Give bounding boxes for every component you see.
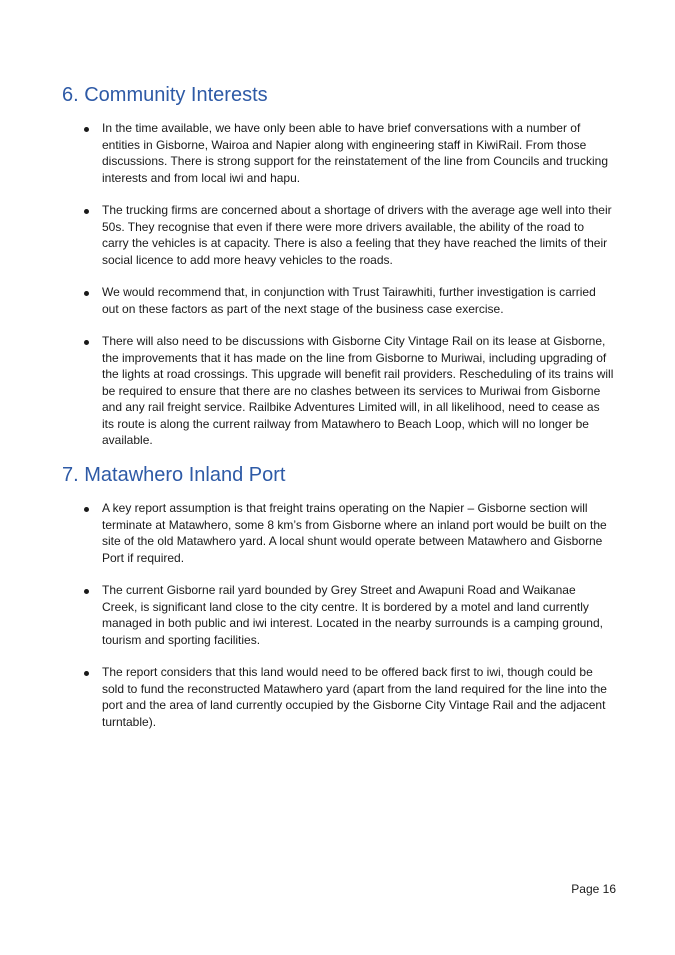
list-item-text: The trucking firms are concerned about a shortage of drivers with the average age well into their 50s. They recognise that even if there were more drivers available, the ability of the road to carry the vehicles is at capacity. There is also a feeling that they have reached the limits of their social licence to add more heavy vehicles to the roads. — [102, 203, 612, 267]
list-item — [84, 202, 614, 268]
bullet-icon — [84, 507, 89, 512]
list-item-text: In the time available, we have only been able to have brief conversations with a number of entities in Gisborne, Wairoa and Napier along with engineering staff in KiwiRail. From those discussions. There is strong support for the reinstatement of the line from Councils and trucking interests and from local iwi and hapu. — [102, 121, 609, 185]
bullet-icon — [84, 291, 89, 296]
list-item-text: There will also need to be discussions with Gisborne City Vintage Rail on its lease at Gisborne, the improvements that it has made on the line from Gisborne to Muriwai, including upgrading of the lights at road crossings. This upgrade will benefit rail providers. Rescheduling of its trains will be required to ensure that there are no clashes between its services to Muriwai from Gisborne and any rail freight service. Railbike Adventures Limited will, in all likelihood, need to cease as its route is along the current railway from Matawhero to Beach Loop, which will no longer be available. — [102, 334, 614, 447]
page-number: Page 16 — [571, 882, 616, 896]
list-item — [84, 333, 614, 449]
list-item-text: We would recommend that, in conjunction with Trust Tairawhiti, further investigation is carried out on these factors as part of the next stage of the business case exercise. — [102, 285, 596, 316]
section-matawhero-inland-port — [62, 462, 622, 729]
list-item — [84, 284, 614, 317]
list-item — [84, 120, 614, 186]
bullet-icon — [84, 340, 89, 345]
list-item — [84, 582, 614, 648]
list-item-text: The current Gisborne rail yard bounded by Grey Street and Awapuni Road and Waikanae Creek, is significant land close to the city centre. It is bordered by a motel and land currently managed in both public and iwi interest. Located in the nearby surrounds is a camping ground, tourism and sporting facilities. — [102, 583, 603, 647]
bullet-icon — [84, 671, 89, 676]
section-community-interests — [62, 82, 622, 447]
bullet-icon — [84, 209, 89, 214]
bullet-list — [84, 500, 614, 746]
bullet-icon — [84, 589, 89, 594]
bullet-icon — [84, 127, 89, 132]
list-item-text: A key report assumption is that freight trains operating on the Napier – Gisborne section will terminate at Matawhero, some 8 km’s from Gisborne where an inland port would be built on the site of the old Matawhero yard. A local shunt would operate between Matawhero and Gisborne Port if required. — [102, 501, 607, 565]
list-item-text: The report considers that this land would need to be offered back first to iwi, though could be sold to fund the reconstructed Matawhero yard (apart from the land required for the line into the port and the area of land currently occupied by the Gisborne City Vintage Rail and the adjacent turntable). — [102, 665, 607, 729]
list-item — [84, 500, 614, 566]
section-heading: 6. Community Interests — [62, 84, 268, 106]
bullet-list — [84, 120, 614, 465]
section-heading: 7. Matawhero Inland Port — [62, 464, 286, 486]
list-item — [84, 664, 614, 730]
